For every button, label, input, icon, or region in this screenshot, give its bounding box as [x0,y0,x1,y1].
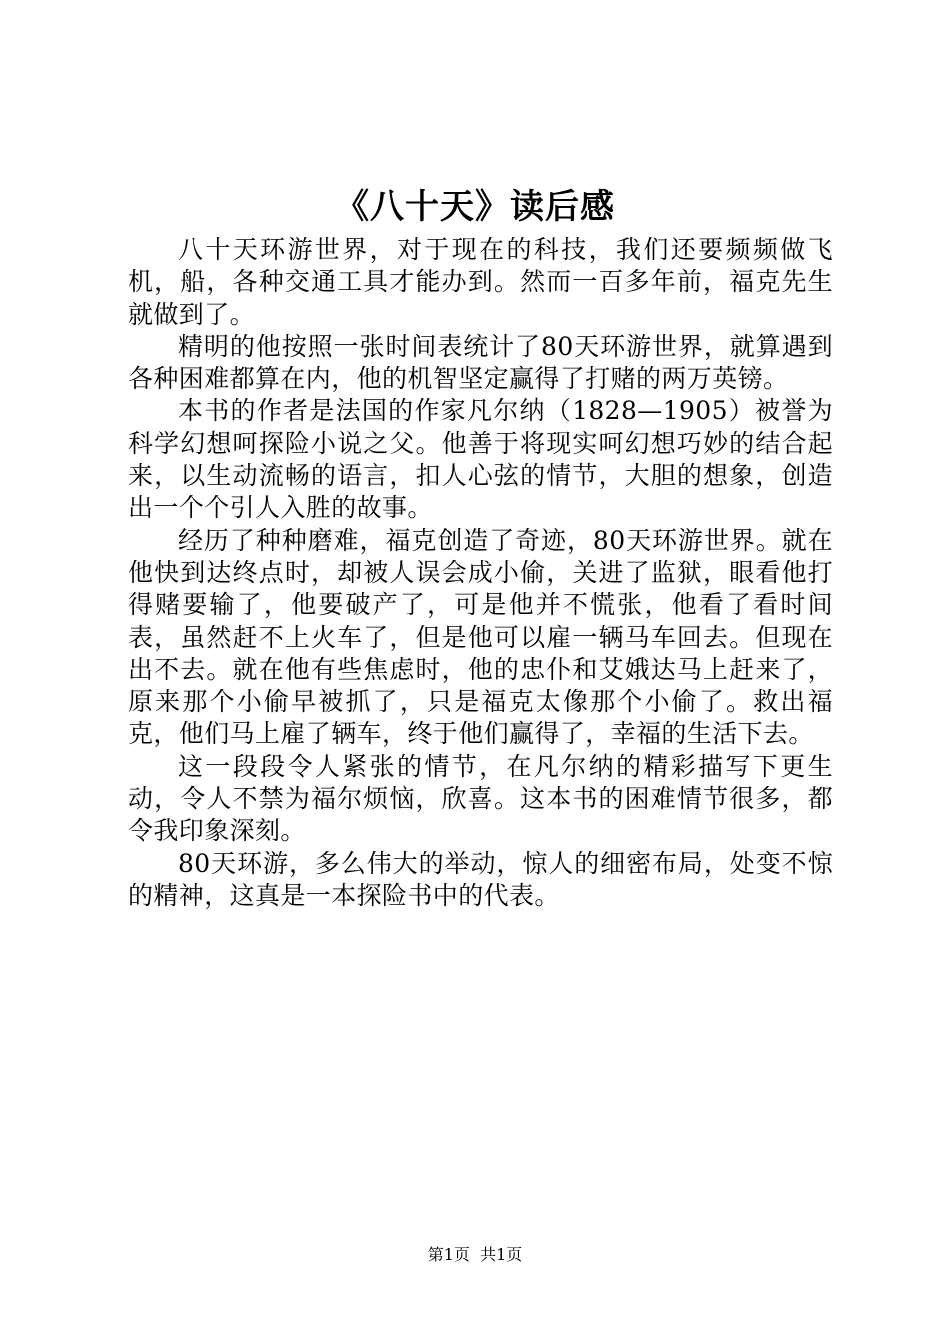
paragraph-2: 精明的他按照一张时间表统计了80天环游世界，就算遇到各种困难都算在内，他的机智坚定赢得了打赌的两万英镑。 [128,331,833,394]
document-body [128,234,833,912]
page-footer: 第1页 共1页 [427,1245,523,1264]
paragraph-4: 经历了种种磨难，福克创造了奇迹，80天环游世界。就在他快到达终点时，却被人误会成小偷，关进了监狱，眼看他打得赌要输了，他要破产了，可是他并不慌张，他看了看时间表，虽然赶不上火车了，但是他可以雇一辆马车回去。但现在出不去。就在他有些焦虑时，他的忠仆和艾娥达马上赶来了，原来那个小偷早被抓了，只是福克太像那个小偷了。救出福克，他们马上雇了辆车，终于他们赢得了，幸福的生活下去。 [128,525,833,749]
paragraph-1: 八十天环游世界，对于现在的科技，我们还要频频做飞机，船，各种交通工具才能办到。然而一百多年前，福克先生就做到了。 [128,235,833,329]
document-title: 《八十天》读后感 [335,187,615,227]
paragraph-6: 80天环游，多么伟大的举动，惊人的细密布局，处变不惊的精神，这真是一本探险书中的代表。 [128,848,833,910]
paragraph-3: 本书的作者是法国的作家凡尔纳（1828—1905）被誉为科学幻想呵探险小说之父。他善于将现实呵幻想巧妙的结合起来，以生动流畅的语言，扣人心弦的情节，大胆的想象，创造出一个个引人入胜的故事。 [128,396,833,523]
paragraph-5: 这一段段令人紧张的情节，在凡尔纳的精彩描写下更生动，令人不禁为福尔烦恼，欣喜。这本书的困难情节很多，都令我印象深刻。 [128,751,833,846]
